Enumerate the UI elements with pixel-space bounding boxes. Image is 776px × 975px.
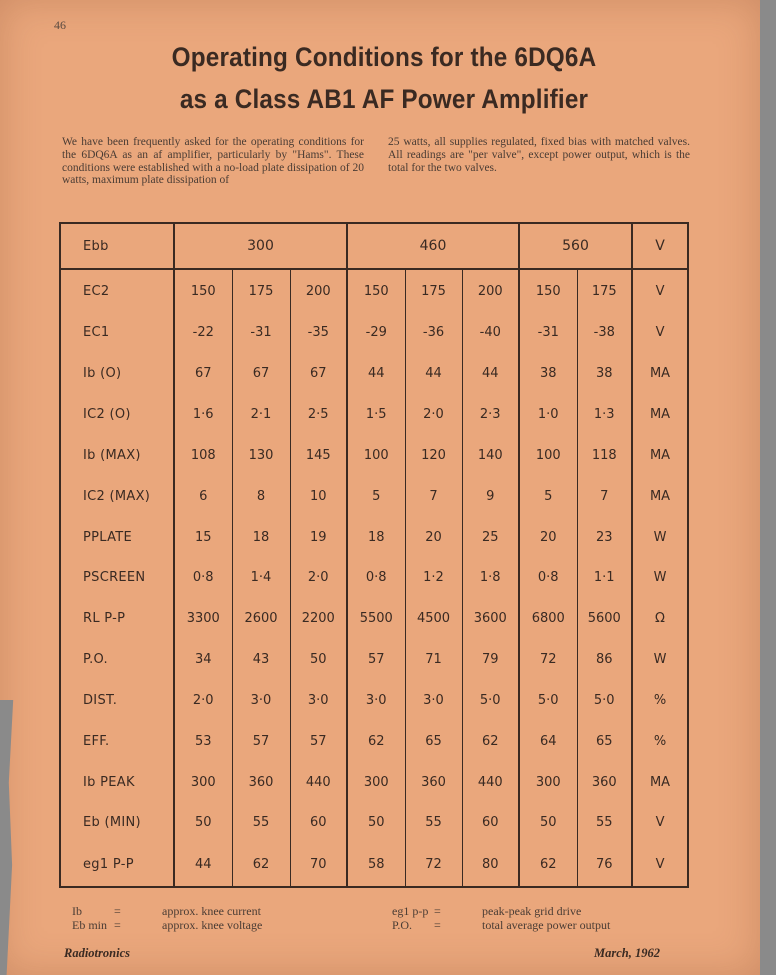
table-cell: 2200 [290, 598, 347, 639]
table-cell: 62 [462, 721, 519, 762]
table-cell: 44 [462, 353, 519, 394]
table-cell: 38 [519, 353, 577, 394]
table-cell: 0·8 [347, 558, 405, 599]
table-cell: 200 [290, 269, 347, 313]
table-cell: 6800 [519, 598, 577, 639]
table-cell: 2·0 [405, 394, 462, 435]
table-cell: 50 [174, 802, 232, 843]
table-row [60, 721, 688, 762]
table-cell: 0·8 [519, 558, 577, 599]
table-cell: 175 [577, 269, 632, 313]
table-cell: 150 [174, 269, 232, 313]
table-cell: 118 [577, 435, 632, 476]
table-cell: 145 [290, 435, 347, 476]
table-cell: 300 [174, 762, 232, 803]
table-cell: 360 [232, 762, 290, 803]
row-unit: V [632, 269, 688, 313]
table-cell: 25 [462, 517, 519, 558]
footnote-item [72, 904, 262, 918]
row-label: P.O. [60, 639, 174, 680]
operating-conditions-table [59, 222, 689, 888]
header-group-300: 300 [174, 223, 347, 269]
table-cell: 10 [290, 476, 347, 517]
table-cell: 9 [462, 476, 519, 517]
table-cell: 80 [462, 843, 519, 887]
table-cell: -40 [462, 313, 519, 354]
header-group-460: 460 [347, 223, 519, 269]
footnote-item [392, 904, 610, 918]
row-label: eg1 P-P [60, 843, 174, 887]
table-cell: 65 [577, 721, 632, 762]
table-cell: 55 [577, 802, 632, 843]
table-row [60, 476, 688, 517]
header-unit: V [632, 223, 688, 269]
table-cell: 50 [290, 639, 347, 680]
row-unit: W [632, 558, 688, 599]
table-cell: 440 [290, 762, 347, 803]
footnote-symbol: P.O. [392, 918, 413, 932]
row-label: IC2 (MAX) [60, 476, 174, 517]
table-cell: 175 [232, 269, 290, 313]
table-cell: -36 [405, 313, 462, 354]
row-label: Ib (MAX) [60, 435, 174, 476]
table-cell: 20 [405, 517, 462, 558]
table-header-row [60, 223, 688, 269]
footnote-symbol: Ib [72, 904, 82, 918]
row-label: DIST. [60, 680, 174, 721]
row-unit: V [632, 313, 688, 354]
footer-publication: Radiotronics [64, 946, 130, 960]
table-row [60, 269, 688, 313]
table-cell: 55 [232, 802, 290, 843]
row-unit: MA [632, 394, 688, 435]
table-cell: 43 [232, 639, 290, 680]
row-unit: % [632, 680, 688, 721]
table-cell: 50 [347, 802, 405, 843]
table-cell: 150 [519, 269, 577, 313]
table-row [60, 558, 688, 599]
table-cell: 5500 [347, 598, 405, 639]
table-cell: 79 [462, 639, 519, 680]
table-cell: 18 [232, 517, 290, 558]
table-cell: 44 [405, 353, 462, 394]
table-cell: 140 [462, 435, 519, 476]
row-label: Eb (MIN) [60, 802, 174, 843]
footer-date: March, 1962 [594, 946, 660, 960]
row-unit: MA [632, 435, 688, 476]
table-cell: 5·0 [462, 680, 519, 721]
table-cell: -38 [577, 313, 632, 354]
table-cell: 72 [405, 843, 462, 887]
table-cell: 1·3 [577, 394, 632, 435]
table-cell: 19 [290, 517, 347, 558]
footnote-equals: = [434, 904, 441, 918]
table-cell: 6 [174, 476, 232, 517]
row-label: IC2 (O) [60, 394, 174, 435]
footnote-item [392, 918, 610, 932]
row-label: Ib PEAK [60, 762, 174, 803]
table-cell: 2·3 [462, 394, 519, 435]
table-cell: 57 [232, 721, 290, 762]
table-cell: 120 [405, 435, 462, 476]
table-cell: 57 [347, 639, 405, 680]
table-cell: 38 [577, 353, 632, 394]
table-cell: -31 [519, 313, 577, 354]
row-label: EFF. [60, 721, 174, 762]
table-cell: 76 [577, 843, 632, 887]
table-cell: 1·6 [174, 394, 232, 435]
table-row [60, 353, 688, 394]
table-cell: 44 [174, 843, 232, 887]
table-cell: 1·4 [232, 558, 290, 599]
table-cell: 62 [347, 721, 405, 762]
table-cell: 360 [405, 762, 462, 803]
table-cell: 58 [347, 843, 405, 887]
table-cell: -22 [174, 313, 232, 354]
table-row [60, 517, 688, 558]
footnote-equals: = [114, 904, 121, 918]
row-unit: Ω [632, 598, 688, 639]
table-cell: 5·0 [577, 680, 632, 721]
table-cell: 60 [462, 802, 519, 843]
table-cell: 67 [232, 353, 290, 394]
row-label: PPLATE [60, 517, 174, 558]
table-cell: 5 [347, 476, 405, 517]
table-cell: 1·1 [577, 558, 632, 599]
row-label: Ib (O) [60, 353, 174, 394]
table-cell: 53 [174, 721, 232, 762]
table-cell: 86 [577, 639, 632, 680]
row-unit: V [632, 802, 688, 843]
table-cell: 1·0 [519, 394, 577, 435]
table-cell: 100 [347, 435, 405, 476]
table-cell: 23 [577, 517, 632, 558]
table-cell: 300 [347, 762, 405, 803]
table-cell: 70 [290, 843, 347, 887]
table-cell: 300 [519, 762, 577, 803]
table-cell: 2·5 [290, 394, 347, 435]
table-row [60, 802, 688, 843]
footnotes-left [72, 904, 262, 932]
table-cell: 5600 [577, 598, 632, 639]
table-cell: 3·0 [290, 680, 347, 721]
table-cell: 175 [405, 269, 462, 313]
page-title-line1: Operating Conditions for the 6DQ6A [171, 42, 597, 72]
table-cell: 62 [232, 843, 290, 887]
table-cell: 4500 [405, 598, 462, 639]
row-unit: % [632, 721, 688, 762]
row-label: EC1 [60, 313, 174, 354]
table-row [60, 843, 688, 887]
table-cell: 67 [174, 353, 232, 394]
table-cell: 44 [347, 353, 405, 394]
table-cell: 150 [347, 269, 405, 313]
table-row [60, 394, 688, 435]
table-cell: 67 [290, 353, 347, 394]
footnote-symbol: eg1 p-p [392, 904, 429, 918]
page-number: 46 [54, 18, 66, 32]
footnote-item [72, 918, 262, 932]
table-cell: 130 [232, 435, 290, 476]
table-row [60, 313, 688, 354]
table-cell: 72 [519, 639, 577, 680]
table-cell: -29 [347, 313, 405, 354]
table-cell: 440 [462, 762, 519, 803]
row-unit: MA [632, 476, 688, 517]
table-cell: 100 [519, 435, 577, 476]
page-title-line2: as a Class AB1 AF Power Amplifier [179, 84, 589, 114]
table-cell: 34 [174, 639, 232, 680]
table-cell: 360 [577, 762, 632, 803]
footnote-text: total average power output [482, 918, 611, 932]
footnote-equals: = [114, 918, 121, 932]
intro-paragraph-right: 25 watts, all supplies regulated, fixed bias with matched valves. All readings are "per valve", except power output, which is the total for the two valves. [388, 136, 690, 174]
table-cell: -35 [290, 313, 347, 354]
table-cell: 71 [405, 639, 462, 680]
intro-paragraph-left: We have been frequently asked for the operating conditions for the 6DQ6A as an af amplifier, particularly by "Hams". These conditions were established with a no-load plate dissipation of 20 watts, maximum plate dissipation of [62, 136, 364, 187]
footnotes-right [392, 904, 610, 932]
row-unit: MA [632, 762, 688, 803]
footnote-text: peak-peak grid drive [482, 904, 582, 918]
row-unit: MA [632, 353, 688, 394]
table-cell: -31 [232, 313, 290, 354]
table-cell: 8 [232, 476, 290, 517]
table-cell: 5 [519, 476, 577, 517]
table-cell: 3·0 [232, 680, 290, 721]
table-cell: 7 [405, 476, 462, 517]
row-label: PSCREEN [60, 558, 174, 599]
row-unit: V [632, 843, 688, 887]
table-cell: 1·5 [347, 394, 405, 435]
table-cell: 3·0 [347, 680, 405, 721]
footnote-equals: = [434, 918, 441, 932]
table-cell: 1·2 [405, 558, 462, 599]
table-cell: 62 [519, 843, 577, 887]
table-cell: 1·8 [462, 558, 519, 599]
table-cell: 2·0 [174, 680, 232, 721]
table-cell: 65 [405, 721, 462, 762]
footnote-text: approx. knee current [162, 904, 261, 918]
table-cell: 3600 [462, 598, 519, 639]
table-cell: 20 [519, 517, 577, 558]
table-cell: 64 [519, 721, 577, 762]
footnote-text: approx. knee voltage [162, 918, 263, 932]
header-group-560: 560 [519, 223, 632, 269]
table-cell: 50 [519, 802, 577, 843]
table-cell: 3300 [174, 598, 232, 639]
table-cell: 2600 [232, 598, 290, 639]
table-cell: 60 [290, 802, 347, 843]
table-row [60, 598, 688, 639]
row-label: RL P-P [60, 598, 174, 639]
table-cell: 57 [290, 721, 347, 762]
table-cell: 2·1 [232, 394, 290, 435]
header-label: Ebb [60, 223, 174, 269]
table-row [60, 680, 688, 721]
table-cell: 7 [577, 476, 632, 517]
row-unit: W [632, 639, 688, 680]
table-cell: 5·0 [519, 680, 577, 721]
table-cell: 0·8 [174, 558, 232, 599]
table-cell: 2·0 [290, 558, 347, 599]
row-unit: W [632, 517, 688, 558]
table-cell: 200 [462, 269, 519, 313]
table-cell: 3·0 [405, 680, 462, 721]
table-row [60, 435, 688, 476]
table-cell: 55 [405, 802, 462, 843]
table-row [60, 762, 688, 803]
row-label: EC2 [60, 269, 174, 313]
table-cell: 15 [174, 517, 232, 558]
footnote-symbol: Eb min [72, 918, 107, 932]
table-cell: 18 [347, 517, 405, 558]
table-row [60, 639, 688, 680]
table-cell: 108 [174, 435, 232, 476]
